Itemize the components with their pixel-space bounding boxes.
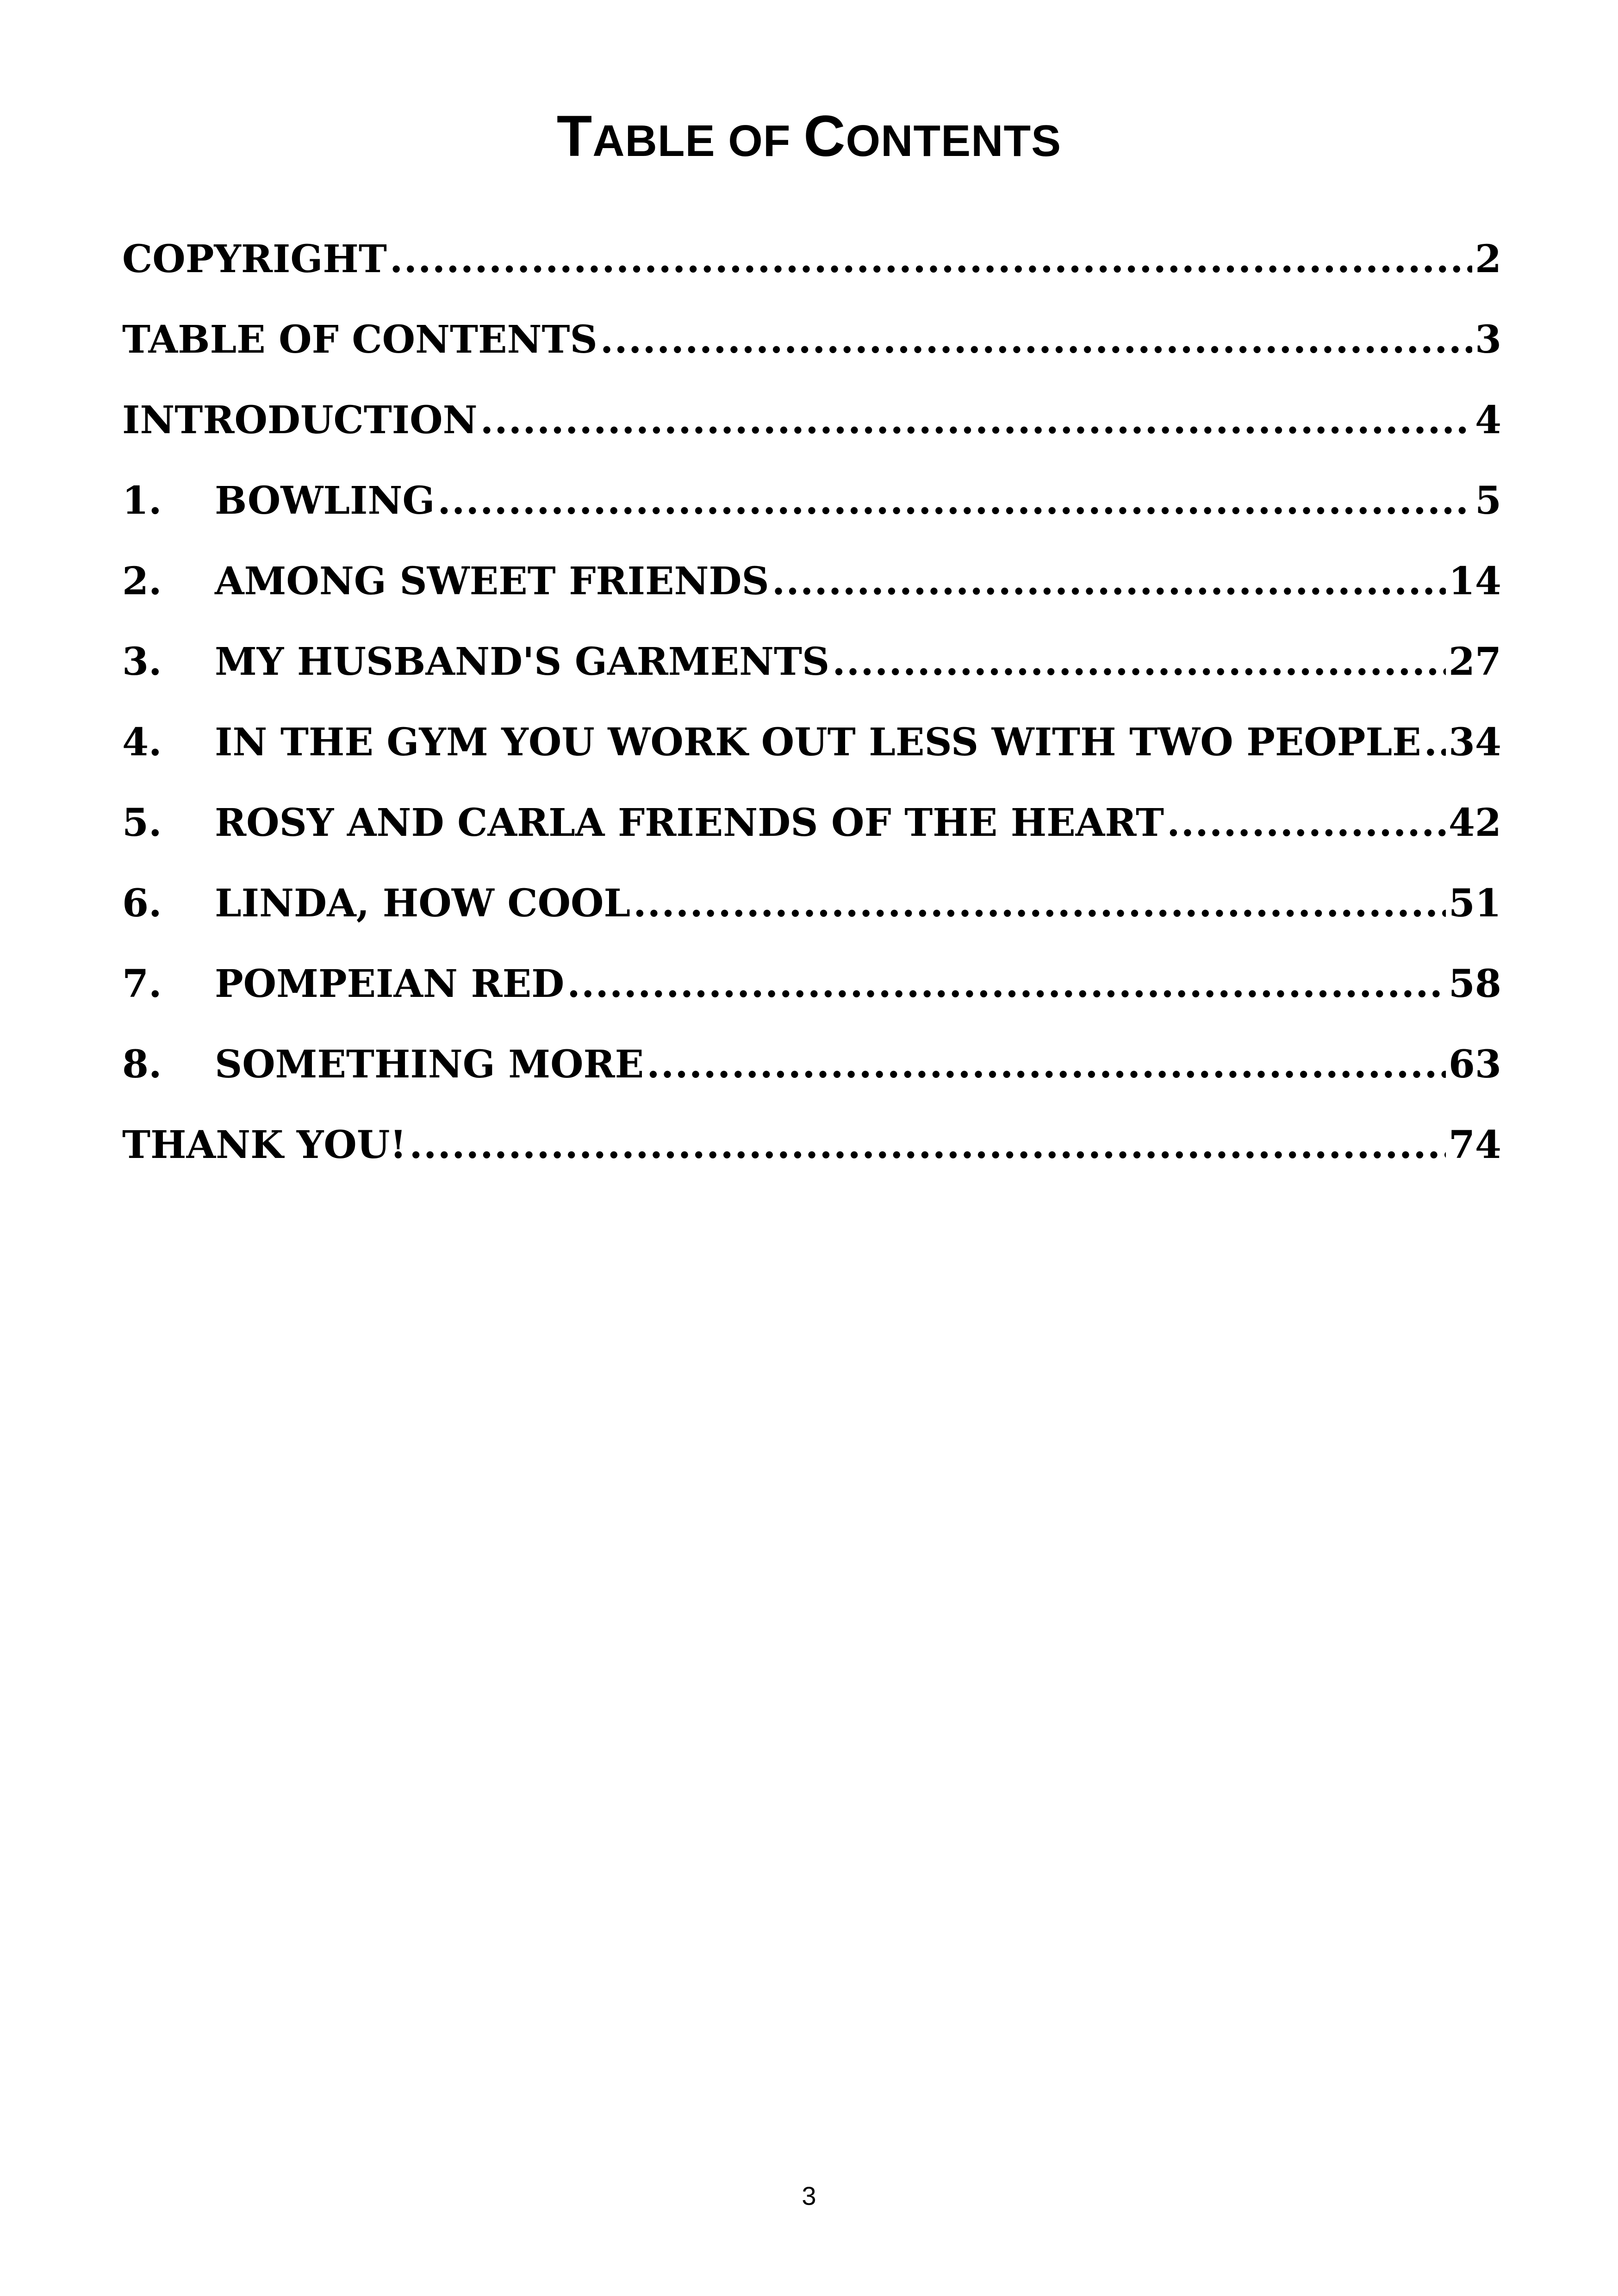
toc-entry-chapter-3[interactable] [122, 634, 1501, 715]
toc-entry-table-of-contents[interactable] [122, 312, 1501, 392]
toc-entry-chapter-8[interactable] [122, 1037, 1501, 1117]
toc-entry-title: MY HUSBAND'S GARMENTS [215, 640, 830, 684]
toc-entry-number: 8. [122, 1042, 162, 1087]
toc-entry-chapter-2[interactable] [122, 554, 1501, 634]
toc-leader-dots [437, 473, 1472, 529]
toc-leader-dots [647, 1037, 1446, 1092]
toc-entry-title: BOWLING [215, 479, 435, 523]
toc-entry-title: COPYRIGHT [122, 237, 387, 281]
toc-entry-title: LINDA, HOW COOL [215, 881, 631, 926]
page-title-initial-1: T [556, 104, 593, 168]
toc-entry-page: 63 [1448, 1042, 1501, 1087]
toc-entry-title: SOMETHING MORE [215, 1042, 644, 1087]
toc-entry-page: 51 [1448, 881, 1501, 926]
toc-entry-page: 74 [1448, 1123, 1501, 1167]
toc-entry-title: ROSY AND CARLA FRIENDS OF THE HEART [215, 801, 1164, 845]
toc-leader-dots [1424, 715, 1446, 770]
toc-entry-title: TABLE OF CONTENTS [122, 317, 597, 362]
toc-entry-introduction[interactable] [122, 392, 1501, 473]
toc-entry-title: AMONG SWEET FRIENDS [215, 559, 769, 604]
toc-leader-dots [633, 876, 1446, 931]
toc-entry-page: 2 [1475, 237, 1501, 281]
page-number: 3 [802, 2181, 816, 2210]
page-title [0, 104, 1618, 174]
toc-entry-number: 5. [122, 801, 162, 845]
toc-entry-title: POMPEIAN RED [215, 962, 565, 1006]
toc-entry-copyright[interactable] [122, 231, 1501, 312]
toc-leader-dots [600, 312, 1472, 367]
toc-entry-chapter-4[interactable] [122, 715, 1501, 795]
toc-entry-page: 58 [1448, 962, 1501, 1006]
toc-entry-number: 2. [122, 559, 162, 604]
toc-entry-chapter-7[interactable] [122, 956, 1501, 1037]
toc-entry-page: 14 [1448, 559, 1501, 604]
toc-entry-page: 3 [1475, 317, 1501, 362]
page-title-rest-1: ABLE OF [592, 116, 804, 166]
page-title-initial-2: C [803, 104, 846, 168]
toc-entry-number: 1. [122, 479, 162, 523]
toc-entry-chapter-5[interactable] [122, 795, 1501, 876]
toc-leader-dots [480, 392, 1472, 448]
toc-entry-chapter-1[interactable] [122, 473, 1501, 554]
toc-entry-title: THANK YOU! [122, 1123, 407, 1167]
toc-leader-dots [832, 634, 1446, 690]
toc-leader-dots [390, 231, 1472, 287]
toc-entry-number: 7. [122, 962, 162, 1006]
toc-entry-page: 34 [1448, 720, 1501, 765]
toc-entry-thank-you[interactable] [122, 1117, 1501, 1198]
toc-entry-title: INTRODUCTION [122, 398, 478, 442]
toc-leader-dots [567, 956, 1446, 1012]
toc-entry-number: 6. [122, 881, 162, 926]
table-of-contents [122, 231, 1501, 1198]
toc-entry-number: 3. [122, 640, 162, 684]
toc-entry-chapter-6[interactable] [122, 876, 1501, 956]
toc-entry-page: 5 [1475, 479, 1501, 523]
toc-entry-number: 4. [122, 720, 162, 765]
toc-entry-page: 27 [1448, 640, 1501, 684]
toc-entry-page: 42 [1448, 801, 1501, 845]
toc-entry-title: IN THE GYM YOU WORK OUT LESS WITH TWO PEOPLE [215, 720, 1421, 765]
toc-leader-dots [409, 1117, 1446, 1173]
page-title-rest-2: ONTENTS [846, 116, 1062, 166]
toc-leader-dots [1167, 795, 1446, 851]
toc-leader-dots [772, 554, 1446, 609]
toc-entry-page: 4 [1475, 398, 1501, 442]
